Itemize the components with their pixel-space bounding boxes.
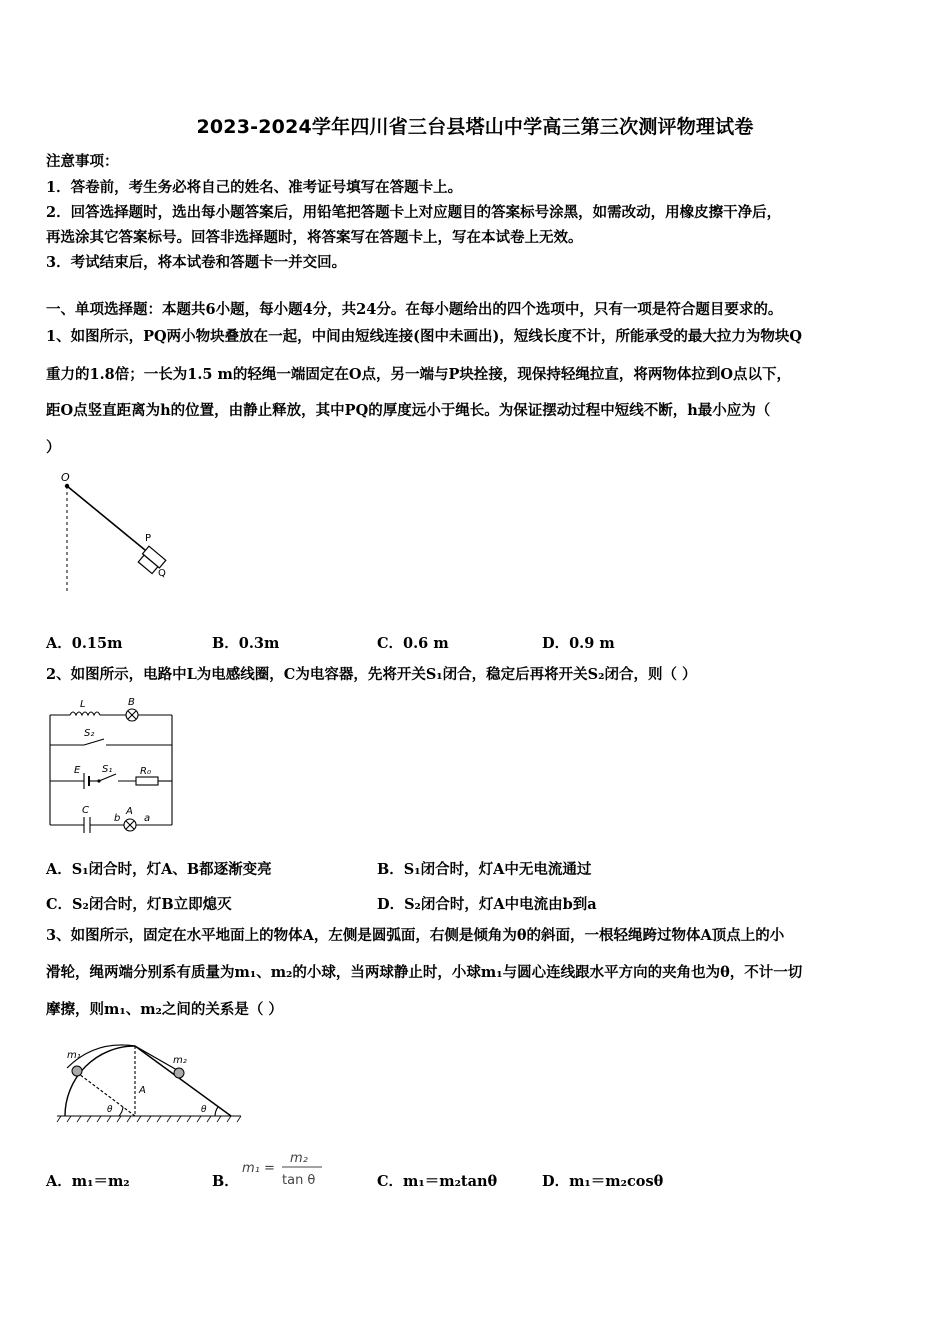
label-q: Q [158, 568, 166, 579]
q3-line-1: 3、如图所示，固定在水平地面上的物体A，左侧是圆弧面，右侧是倾角为θ的斜面，一根轻绳跨过物体A顶点上的小 [46, 927, 785, 944]
q3-line-2: 滑轮，绳两端分别系有质量为m₁、m₂的小球，当两球静止时，小球m₁与圆心连线跟水平方向的夹角也为θ，不计一切 [46, 964, 803, 981]
q1-line-3: 距O点竖直距离为h的位置，由静止释放，其中PQ的厚度远小于绳长。为保证摆动过程中短线不断，h最小应为（ [46, 402, 771, 419]
label-p: P [145, 533, 152, 544]
circuit-figure [44, 693, 179, 833]
formula-denominator: tan θ [282, 1173, 316, 1188]
label-s2: S₂ [84, 728, 95, 739]
ball-m1 [72, 1066, 82, 1076]
q3-line-3: 摩擦，则m₁、m₂之间的关系是（ ） [46, 1001, 283, 1018]
notice-line-2: 2．回答选择题时，选出每小题答案后，用铅笔把答题卡上对应题目的答案标号涂黑，如需改动，用橡皮擦干净后， [46, 204, 782, 221]
label-theta-1: θ [107, 1105, 113, 1115]
q2-stem: 2、如图所示，电路中L为电感线圈，C为电容器，先将开关S₁闭合，稳定后再将开关S₂闭合，则（ ） [46, 666, 697, 683]
section-heading: 一、单项选择题：本题共6小题，每小题4分，共24分。在每小题给出的四个选项中，只有一项是符合题目要求的。 [46, 301, 783, 318]
q2-option-b: B．S₁闭合时，灯A中无电流通过 [377, 861, 592, 878]
notice-heading: 注意事项： [46, 153, 119, 170]
label-m2: m₂ [173, 1055, 187, 1066]
rope-line [67, 486, 145, 550]
label-o: O [61, 471, 70, 484]
q1-option-b: B．0.3m [212, 635, 280, 652]
label-l: L [80, 699, 86, 710]
q2-option-d: D．S₂闭合时，灯A中电流由b到a [377, 896, 597, 913]
incline-figure [55, 1038, 245, 1124]
q1-line-1: 1、如图所示，PQ两小物块叠放在一起，中间由短线连接(图中未画出)，短线长度不计，所能承受的最大拉力为物块Q [46, 328, 802, 345]
ball-m2 [174, 1068, 184, 1078]
label-e: E [74, 765, 81, 776]
q1-option-a: A．0.15m [46, 635, 123, 652]
label-s1: S₁ [102, 764, 113, 775]
q1-option-c: C．0.6 m [377, 635, 449, 652]
pivot-point [65, 484, 69, 488]
page-title: 2023-2024学年四川省三台县塔山中学高三第三次测评物理试卷 [196, 116, 754, 138]
label-a-small: a [144, 813, 151, 824]
q1-line-4: ） [46, 439, 61, 456]
q2-option-c: C．S₂闭合时，灯B立即熄灭 [46, 896, 232, 913]
q2-option-a: A．S₁闭合时，灯A、B都逐渐变亮 [46, 861, 272, 878]
notice-line-4: 3．考试结束后，将本试卷和答题卡一并交回。 [46, 254, 347, 271]
label-theta-2: θ [201, 1105, 207, 1115]
q1-line-2: 重力的1.8倍；一长为1.5 m的轻绳一端固定在O点，另一端与P块拴接，现保持轻绳拉直，将两物体拉到O点以下， [46, 366, 792, 383]
q3-option-a: A．m₁＝m₂ [46, 1173, 130, 1190]
label-a: A [126, 806, 133, 817]
q3-option-b-label: B． [212, 1173, 239, 1190]
q1-option-d: D．0.9 m [542, 635, 615, 652]
label-c: C [82, 805, 89, 816]
label-b: B [128, 697, 135, 708]
q3-option-d: D．m₁＝m₂cosθ [542, 1173, 664, 1190]
label-r0: R₀ [140, 766, 151, 777]
notice-line-3: 再选涂其它答案标号。回答非选择题时，将答案写在答题卡上，写在本试卷上无效。 [46, 229, 583, 246]
label-a: A [139, 1085, 146, 1096]
q3-option-c: C．m₁＝m₂tanθ [377, 1173, 498, 1190]
pendulum-figure [55, 468, 185, 596]
label-m1: m₁ [67, 1050, 81, 1061]
formula-numerator: m₂ [290, 1151, 308, 1166]
formula-lhs: m₁ = [242, 1161, 275, 1176]
notice-line-1: 1．答卷前，考生务必将自己的姓名、准考证号填写在答题卡上。 [46, 179, 463, 196]
label-b-small: b [114, 813, 121, 824]
q3-option-b-formula [240, 1144, 330, 1190]
